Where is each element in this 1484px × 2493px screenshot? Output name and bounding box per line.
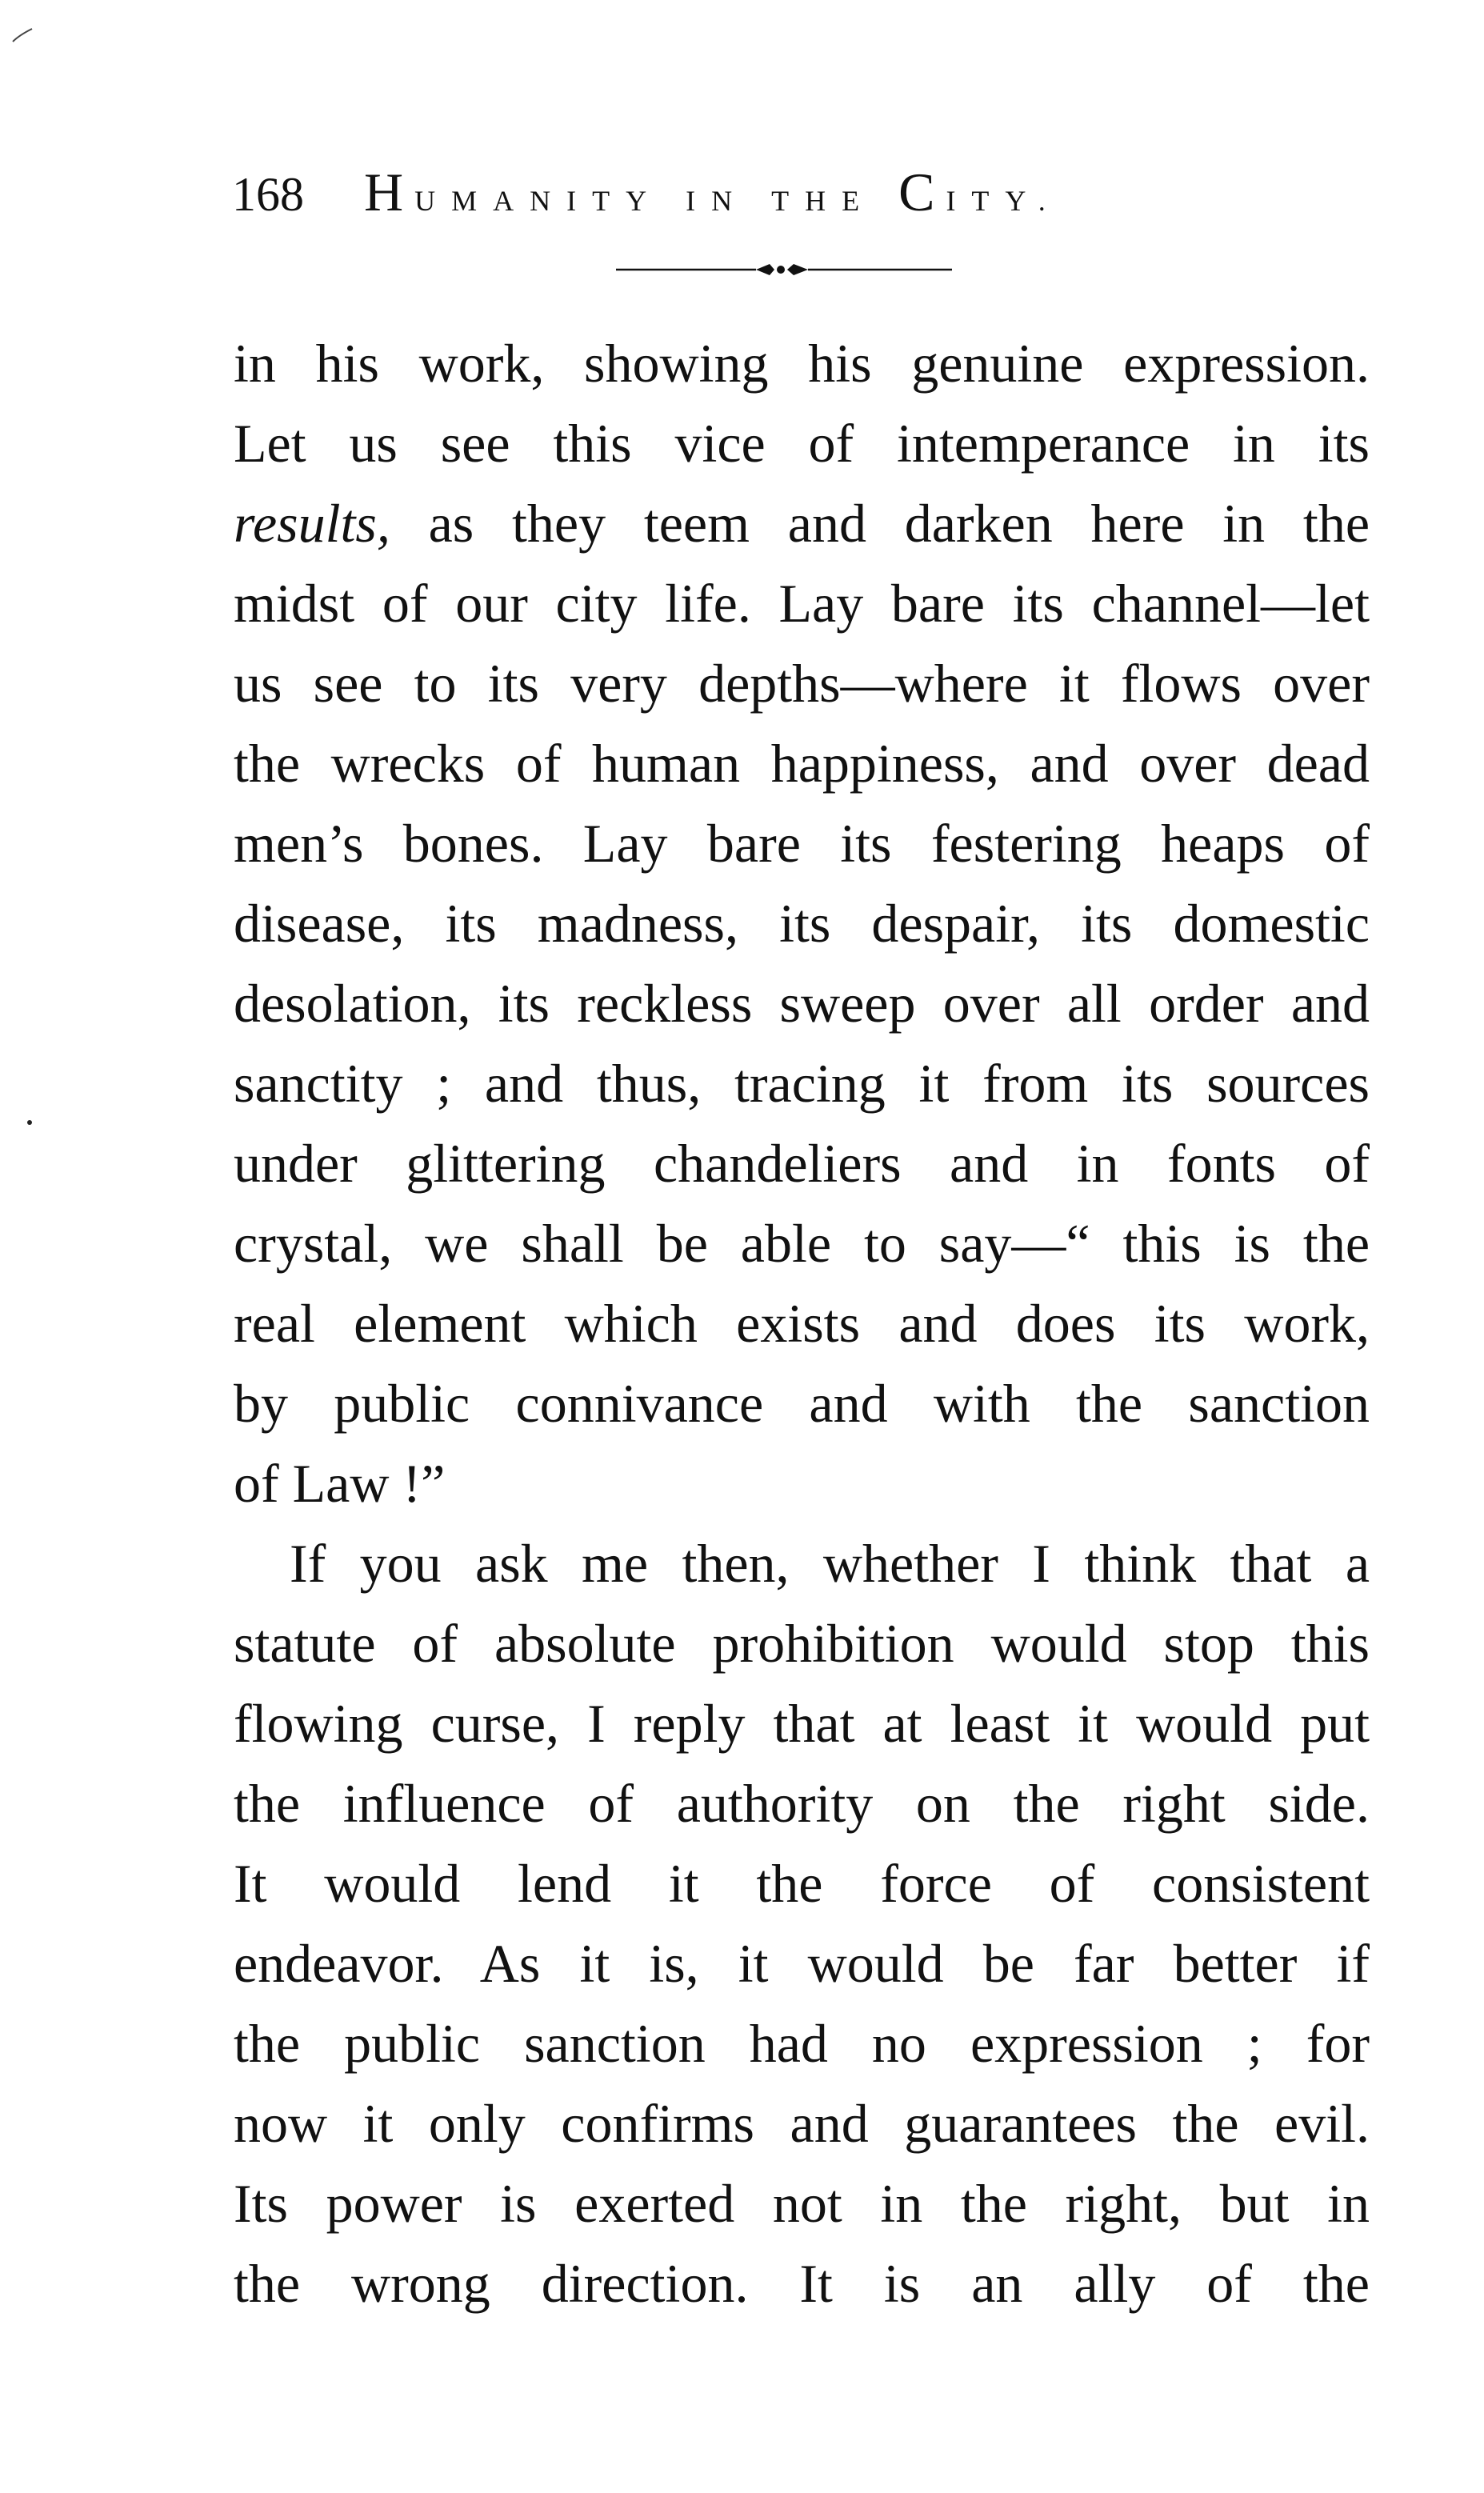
body-text <box>234 323 1370 2323</box>
page-number: 168 <box>232 168 304 221</box>
running-title <box>364 162 1062 222</box>
text-line: by public connivance and with the sanction <box>234 1373 1370 1434</box>
running-header <box>232 156 1272 228</box>
title-word-humanity: UMANITY <box>414 185 663 217</box>
text-line: If you ask me then, whether I think that a <box>290 1533 1370 1594</box>
text-line: real element which exists and does its work, <box>234 1293 1370 1354</box>
text-line: the wrecks of human happiness, and over dead <box>234 733 1370 794</box>
text-line: disease, its madness, its despair, its domestic <box>234 893 1370 954</box>
text-line: flowing curse, I reply that at least it would put <box>234 1693 1370 1754</box>
text-line: crystal, we shall be able to say—“ this is the <box>234 1213 1370 1274</box>
title-word-city: ITY <box>946 185 1038 217</box>
text-line-rest: as they teem and darken here in the <box>390 493 1370 554</box>
paragraph-2 <box>234 1523 1370 2323</box>
text-line: the public sanction had no expression ; for <box>234 2013 1370 2074</box>
text-line: desolation, its reckless sweep over all order and <box>234 973 1370 1034</box>
title-word-the: THE <box>771 185 876 217</box>
text-line: men’s bones. Lay bare its festering heaps of <box>234 813 1370 874</box>
text-line: in his work, showing his genuine expression. <box>234 333 1370 394</box>
text-line: Its power is exerted not in the right, but in <box>234 2173 1370 2234</box>
text-line: midst of our city life. Lay bare its channel—let <box>234 573 1370 634</box>
text-line: statute of absolute prohibition would stop this <box>234 1613 1370 1674</box>
title-word-in: IN <box>686 185 749 217</box>
stray-mark-icon <box>11 27 34 43</box>
italic-word: results, <box>234 493 390 554</box>
title-cap-c: C <box>898 162 946 222</box>
text-line-with-italic <box>234 483 1370 563</box>
text-line: now it only confirms and guarantees the evil. <box>234 2093 1370 2154</box>
divider-ornament-icon <box>616 258 952 282</box>
title-cap-h: H <box>364 162 415 222</box>
text-line: the influence of authority on the right side. <box>234 1773 1370 1834</box>
text-line: of Law !” <box>234 1453 446 1514</box>
text-line: It would lend it the force of consistent <box>234 1853 1370 1914</box>
paragraph-1 <box>234 323 1370 1523</box>
text-line: the wrong direction. It is an ally of the <box>234 2253 1370 2314</box>
text-line: sanctity ; and thus, tracing it from its sources <box>234 1053 1370 1114</box>
text-line: us see to its very depths—where it flows over <box>234 653 1370 714</box>
text-line: under glittering chandeliers and in fonts of <box>234 1133 1370 1194</box>
stray-dot <box>27 1120 32 1125</box>
title-period: . <box>1038 185 1062 217</box>
text-line: Let us see this vice of intemperance in its <box>234 413 1370 474</box>
text-line: endeavor. As it is, it would be far better if <box>234 1933 1370 1994</box>
